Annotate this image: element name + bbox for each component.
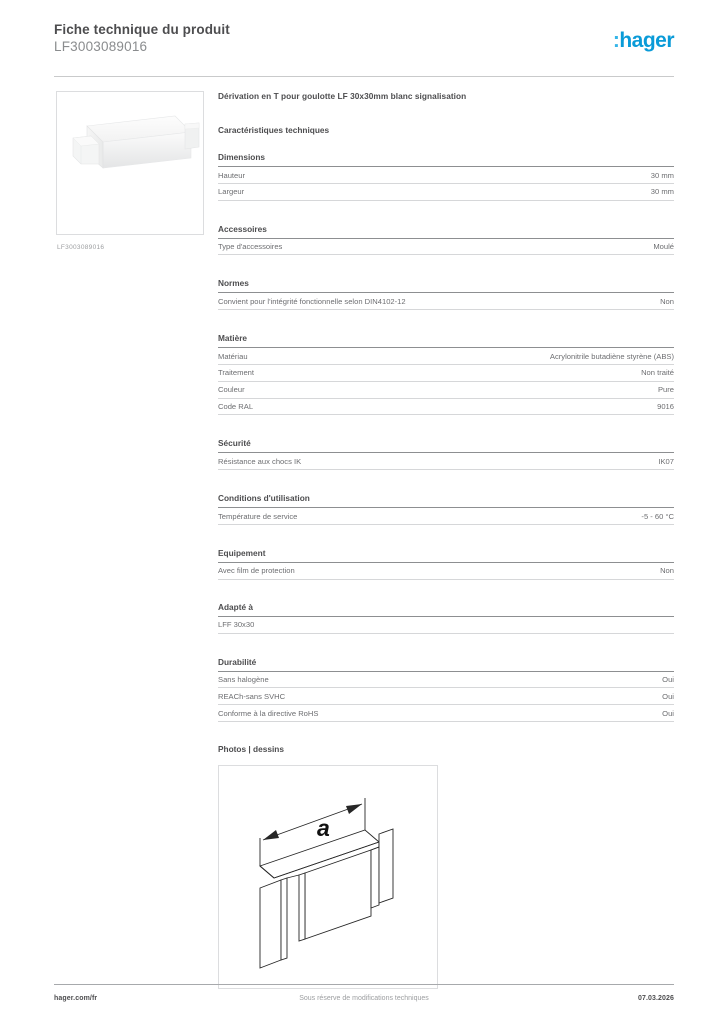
spec-row	[218, 508, 674, 525]
product-reference: LF3003089016	[54, 39, 148, 54]
spec-group-title: Dimensions	[218, 152, 674, 167]
spec-row-label: Matériau	[218, 351, 248, 361]
spec-group	[218, 278, 674, 310]
product-photo-box	[56, 91, 204, 235]
spec-row-label: Résistance aux chocs IK	[218, 456, 302, 466]
spec-row-label: Conforme à la directive RoHS	[218, 708, 319, 718]
logo-dots-icon: :	[612, 29, 620, 52]
footer-disclaimer: Sous réserve de modifications techniques	[299, 995, 429, 1002]
product-name: Dérivation en T pour goulotte LF 30x30mm blanc signalisation	[218, 91, 467, 101]
spec-row-value: Acrylonitrile butadiène styrène (ABS)	[549, 351, 674, 361]
spec-group-title: Conditions d'utilisation	[218, 493, 674, 508]
spec-row-value: Oui	[662, 708, 674, 718]
spec-row	[218, 365, 674, 382]
spec-row	[218, 672, 674, 689]
spec-row-label: Sans halogène	[218, 675, 269, 685]
spec-row-value: Oui	[662, 691, 674, 701]
spec-row	[218, 705, 674, 722]
spec-group-title: Matière	[218, 333, 674, 348]
drawing-separator	[218, 722, 674, 744]
spec-row	[218, 453, 674, 470]
spec-row-value: Moulé	[653, 242, 674, 252]
spec-row	[218, 184, 674, 201]
spec-group	[218, 333, 674, 415]
logo-wordmark: hager	[619, 29, 674, 52]
spec-row-value: 30 mm	[650, 187, 674, 197]
spec-row-value: Oui	[662, 675, 674, 685]
spec-group-title: Durabilité	[218, 657, 674, 672]
page-header	[54, 22, 674, 74]
spec-row	[218, 239, 674, 256]
spec-group	[218, 152, 674, 201]
spec-group-title: Equipement	[218, 548, 674, 563]
spec-group	[218, 493, 674, 525]
spec-row-value: Non	[660, 566, 674, 576]
spec-row-value: 30 mm	[650, 170, 674, 180]
spec-group	[218, 438, 674, 470]
spec-row-value: 9016	[657, 402, 674, 412]
spec-row	[218, 348, 674, 365]
spec-row-label: Avec film de protection	[218, 566, 295, 576]
spec-groups-primary	[218, 152, 674, 580]
spec-row-label: Traitement	[218, 368, 255, 378]
footer-divider	[54, 984, 674, 985]
spec-row	[218, 688, 674, 705]
spec-row-label: LFF 30x30	[218, 620, 255, 630]
header-divider	[54, 76, 674, 77]
spec-row	[218, 617, 674, 634]
spec-row-label: Convient pour l'intégrité fonctionnelle selon DIN4102-12	[218, 296, 406, 306]
technical-drawing-box	[218, 765, 438, 989]
hager-logo	[613, 30, 674, 52]
spec-groups-secondary	[218, 602, 674, 722]
product-photo-caption: LF3003089016	[57, 244, 105, 251]
spec-row-value: Non traité	[641, 368, 674, 378]
footer-date: 07.03.2026	[637, 995, 674, 1002]
spec-row	[218, 382, 674, 399]
spec-row	[218, 167, 674, 184]
spec-row-label: Hauteur	[218, 170, 246, 180]
spec-row-label: REACh-sans SVHC	[218, 691, 286, 701]
spec-group-title: Normes	[218, 278, 674, 293]
spec-row-value: -5 - 60 °C	[641, 511, 674, 521]
technical-drawing-t-junction-icon	[219, 766, 437, 988]
footer-website-link[interactable]: hager.com/fr	[54, 995, 98, 1002]
spec-row	[218, 399, 674, 416]
header-titles	[54, 22, 230, 55]
spec-row-label: Couleur	[218, 385, 245, 395]
spec-group	[218, 602, 674, 634]
spec-group	[218, 548, 674, 580]
spec-row-value: Pure	[657, 385, 674, 395]
spec-group-title: Adapté à	[218, 602, 674, 617]
spec-row-label: Température de service	[218, 511, 298, 521]
specs-section-title: Caractéristiques techniques	[218, 125, 330, 135]
spec-row-label: Largeur	[218, 187, 245, 197]
spec-group	[218, 657, 674, 722]
spec-group	[218, 224, 674, 256]
spec-row-value: Non	[660, 296, 674, 306]
page-footer	[54, 995, 674, 1009]
spec-row	[218, 293, 674, 310]
spec-row-label: Code RAL	[218, 402, 254, 412]
spec-group-title: Sécurité	[218, 438, 674, 453]
spec-block-separator	[218, 580, 674, 602]
spec-column	[218, 91, 674, 989]
drawing-section-title: Photos | dessins	[218, 743, 284, 754]
spec-row-label: Type d'accessoires	[218, 242, 283, 252]
spec-row	[218, 563, 674, 580]
drawing-dimension-label: a	[317, 814, 330, 841]
document-title: Fiche technique du produit	[54, 22, 230, 37]
product-photo-t-junction-icon	[57, 92, 203, 234]
spec-group-title: Accessoires	[218, 224, 674, 239]
spec-row-value: IK07	[658, 456, 674, 466]
